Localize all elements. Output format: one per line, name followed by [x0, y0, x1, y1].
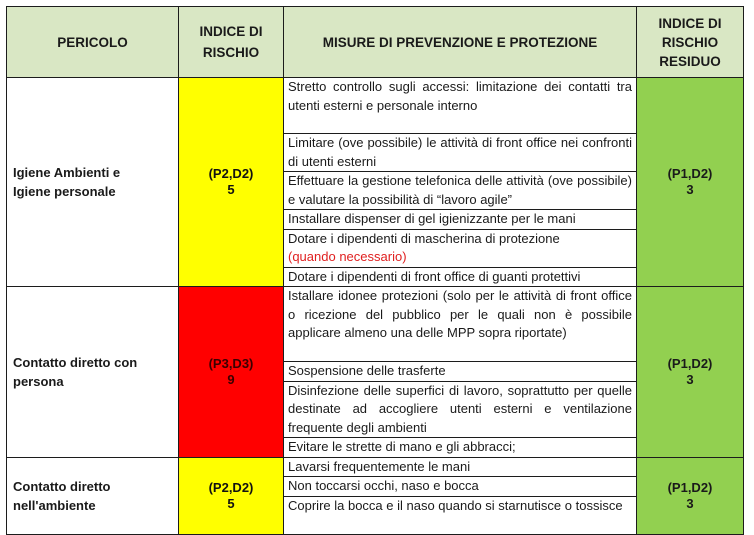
residual-code: (P1,D2) — [667, 479, 713, 495]
danger-cell — [7, 78, 179, 287]
residual-value: 3 — [686, 495, 694, 511]
measure-note: (quando necessario) — [288, 249, 407, 264]
danger-label: Contatto diretto con — [13, 354, 138, 370]
measure-cell: Stretto controllo sugli accessi: limitazione dei contatti tra utenti esterni e personale interno — [284, 78, 637, 134]
measure-cell: Istallare idonee protezioni (solo per le attività di front office o ricezione del pubblico per le quali non è possibile applicare almeno una delle MPP sopra riportate) — [284, 287, 637, 362]
measure-text: Dotare i dipendenti di mascherina di protezione — [288, 230, 560, 246]
measure-cell: Non toccarsi occhi, naso e bocca — [284, 477, 637, 497]
danger-label: Igiene Ambienti e — [13, 165, 121, 180]
header-row — [7, 7, 744, 78]
measure-cell: Sospensione delle trasferte — [284, 362, 637, 382]
measure-cell: Disinfezione delle superfici di lavoro, soprattutto per quelle destinate ad accogliere utenti esterni e ventilazione frequente degli ambienti — [284, 381, 637, 438]
residual-code: (P1,D2) — [667, 355, 713, 371]
residual-value: 3 — [686, 371, 694, 387]
risk-index-cell — [179, 457, 284, 534]
measure-cell: Effettuare la gestione telefonica delle attività (ove possibile) e valutare la possibilità di “lavoro agile” — [284, 172, 637, 210]
danger-label: Contatto diretto — [13, 478, 111, 494]
header-residuo-line1: INDICE DI — [658, 15, 722, 31]
residual-value: 3 — [686, 182, 694, 197]
risk-value: 9 — [227, 371, 235, 387]
risk-index-cell — [179, 78, 284, 287]
measure-cell: Evitare le strette di mano e gli abbracci; — [284, 438, 637, 458]
risk-index-cell — [179, 287, 284, 458]
header-residuo-line2: RISCHIO — [661, 34, 719, 50]
measure-cell: Coprire la bocca e il naso quando si starnutisce o tossisce — [284, 496, 637, 534]
risk-assessment-table — [6, 6, 744, 535]
table-row — [7, 457, 744, 477]
danger-label: Igiene personale — [13, 184, 116, 199]
measure-cell: Limitare (ove possibile) le attività di front office nei confronti di utenti esterni — [284, 134, 637, 172]
risk-code: (P2,D2) — [208, 166, 254, 181]
danger-label: nell'ambiente — [13, 497, 96, 513]
measure-cell: Installare dispenser di gel igienizzante per le mani — [284, 210, 637, 230]
measure-cell: Lavarsi frequentemente le mani — [284, 457, 637, 477]
risk-code: (P3,D3) — [208, 355, 254, 371]
measure-cell — [284, 229, 637, 267]
risk-value: 5 — [227, 182, 235, 197]
table-row — [7, 78, 744, 134]
header-pericolo: PERICOLO — [7, 7, 179, 78]
header-misure: MISURE DI PREVENZIONE E PROTEZIONE — [284, 7, 637, 78]
residual-risk-cell — [637, 287, 744, 458]
header-indice-line2: RISCHIO — [202, 45, 260, 60]
header-indice-rischio — [179, 7, 284, 78]
header-residuo-line3: RESIDUO — [659, 53, 721, 69]
measure-cell: Dotare i dipendenti di front office di guanti protettivi — [284, 267, 637, 287]
danger-cell — [7, 457, 179, 534]
residual-risk-cell — [637, 78, 744, 287]
header-indice-line1: INDICE DI — [199, 24, 263, 39]
risk-value: 5 — [227, 495, 235, 511]
danger-label: persona — [13, 373, 64, 389]
table-row — [7, 287, 744, 362]
danger-cell — [7, 287, 179, 458]
header-rischio-residuo — [637, 7, 744, 78]
risk-code: (P2,D2) — [208, 479, 254, 495]
residual-code: (P1,D2) — [667, 166, 713, 181]
residual-risk-cell — [637, 457, 744, 534]
